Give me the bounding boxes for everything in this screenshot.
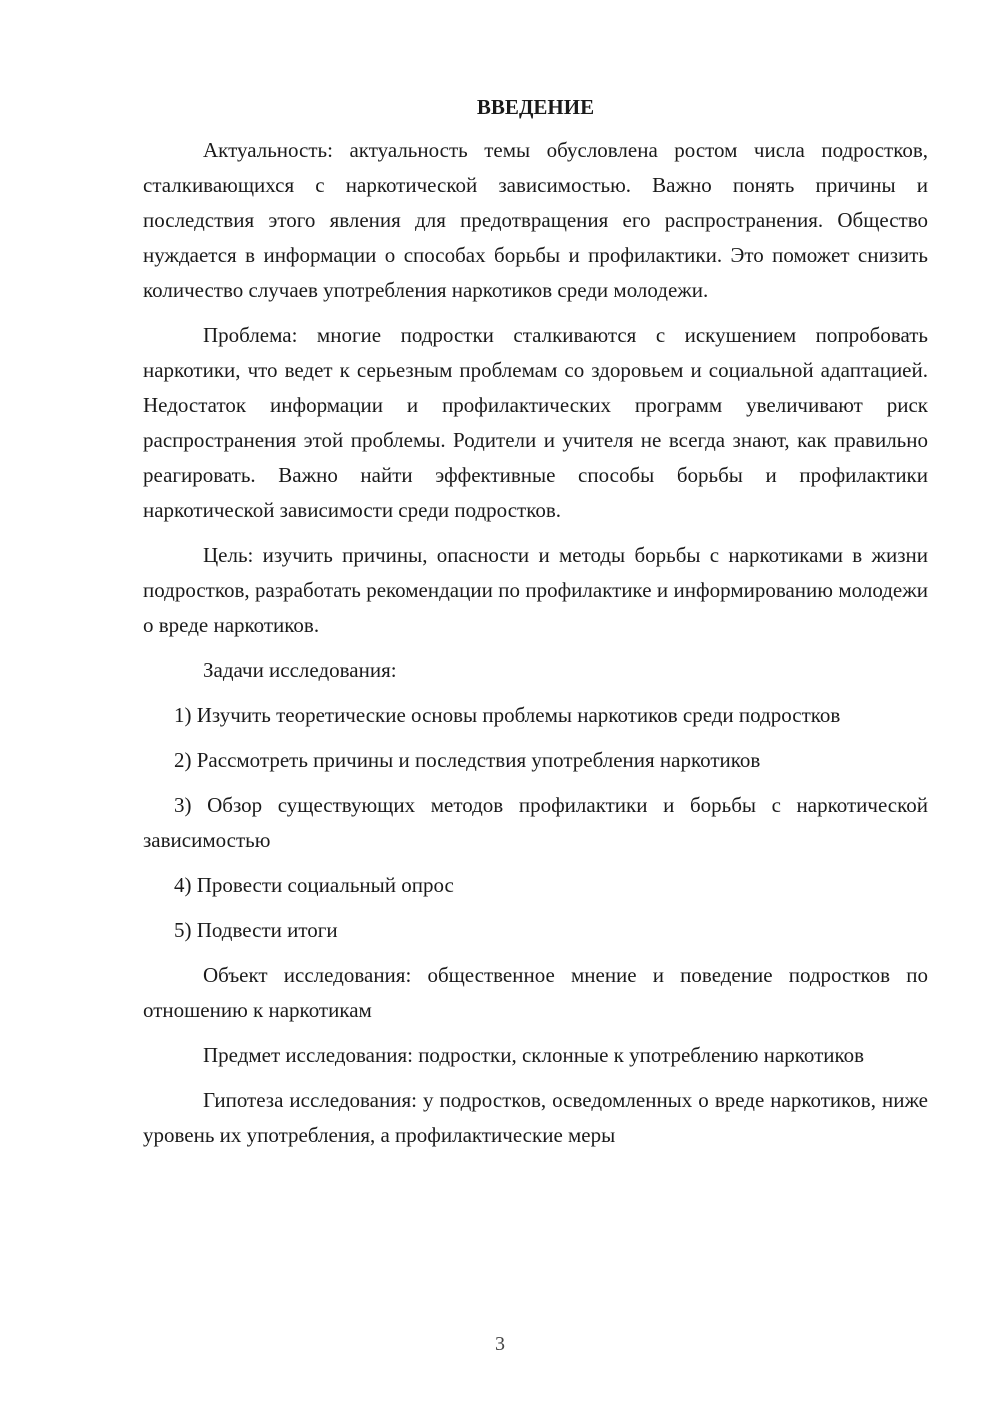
task-item-3: 3) Обзор существующих методов профилактики и борьбы с наркотической зависимостью [143,793,928,852]
paragraph-relevance: Актуальность: актуальность темы обусловлена ростом числа подростков, сталкивающихся с наркотической зависимостью. Важно понять причины и последствия этого явления для предотвращения его распространения. Общество нуждается в информации о способах борьбы и профилактики. Это поможет снизить количество случаев употребления наркотиков среди молодежи. [143,138,928,302]
paragraph-problem: Проблема: многие подростки сталкиваются с искушением попробовать наркотики, что ведет к серьезным проблемам со здоровьем и социальной адаптацией. Недостаток информации и профилактических программ увеличивают риск распространения этой проблемы. Родители и учителя не всегда знают, как правильно реагировать. Важно найти эффективные способы борьбы и профилактики наркотической зависимости среди подростков. [143,323,928,522]
task-item-5: 5) Подвести итоги [174,918,338,942]
task-item-4: 4) Провести социальный опрос [174,873,454,897]
paragraph-object: Объект исследования: общественное мнение и поведение подростков по отношению к наркотикам [143,963,928,1022]
task-item-2: 2) Рассмотреть причины и последствия употребления наркотиков [174,748,761,772]
document-page [143,90,928,1163]
task-item-1: 1) Изучить теоретические основы проблемы наркотиков среди подростков [174,703,841,727]
section-title: ВВЕДЕНИЕ [476,95,595,119]
tasks-heading: Задачи исследования: [203,658,397,682]
page-number: 3 [495,1333,505,1355]
paragraph-hypothesis: Гипотеза исследования: у подростков, осведомленных о вреде наркотиков, ниже уровень их употребления, а профилактические меры [143,1088,928,1147]
paragraph-subject: Предмет исследования: подростки, склонные к употреблению наркотиков [203,1043,865,1067]
paragraph-goal: Цель: изучить причины, опасности и методы борьбы с наркотиками в жизни подростков, разработать рекомендации по профилактике и информированию молодежи о вреде наркотиков. [143,543,928,637]
